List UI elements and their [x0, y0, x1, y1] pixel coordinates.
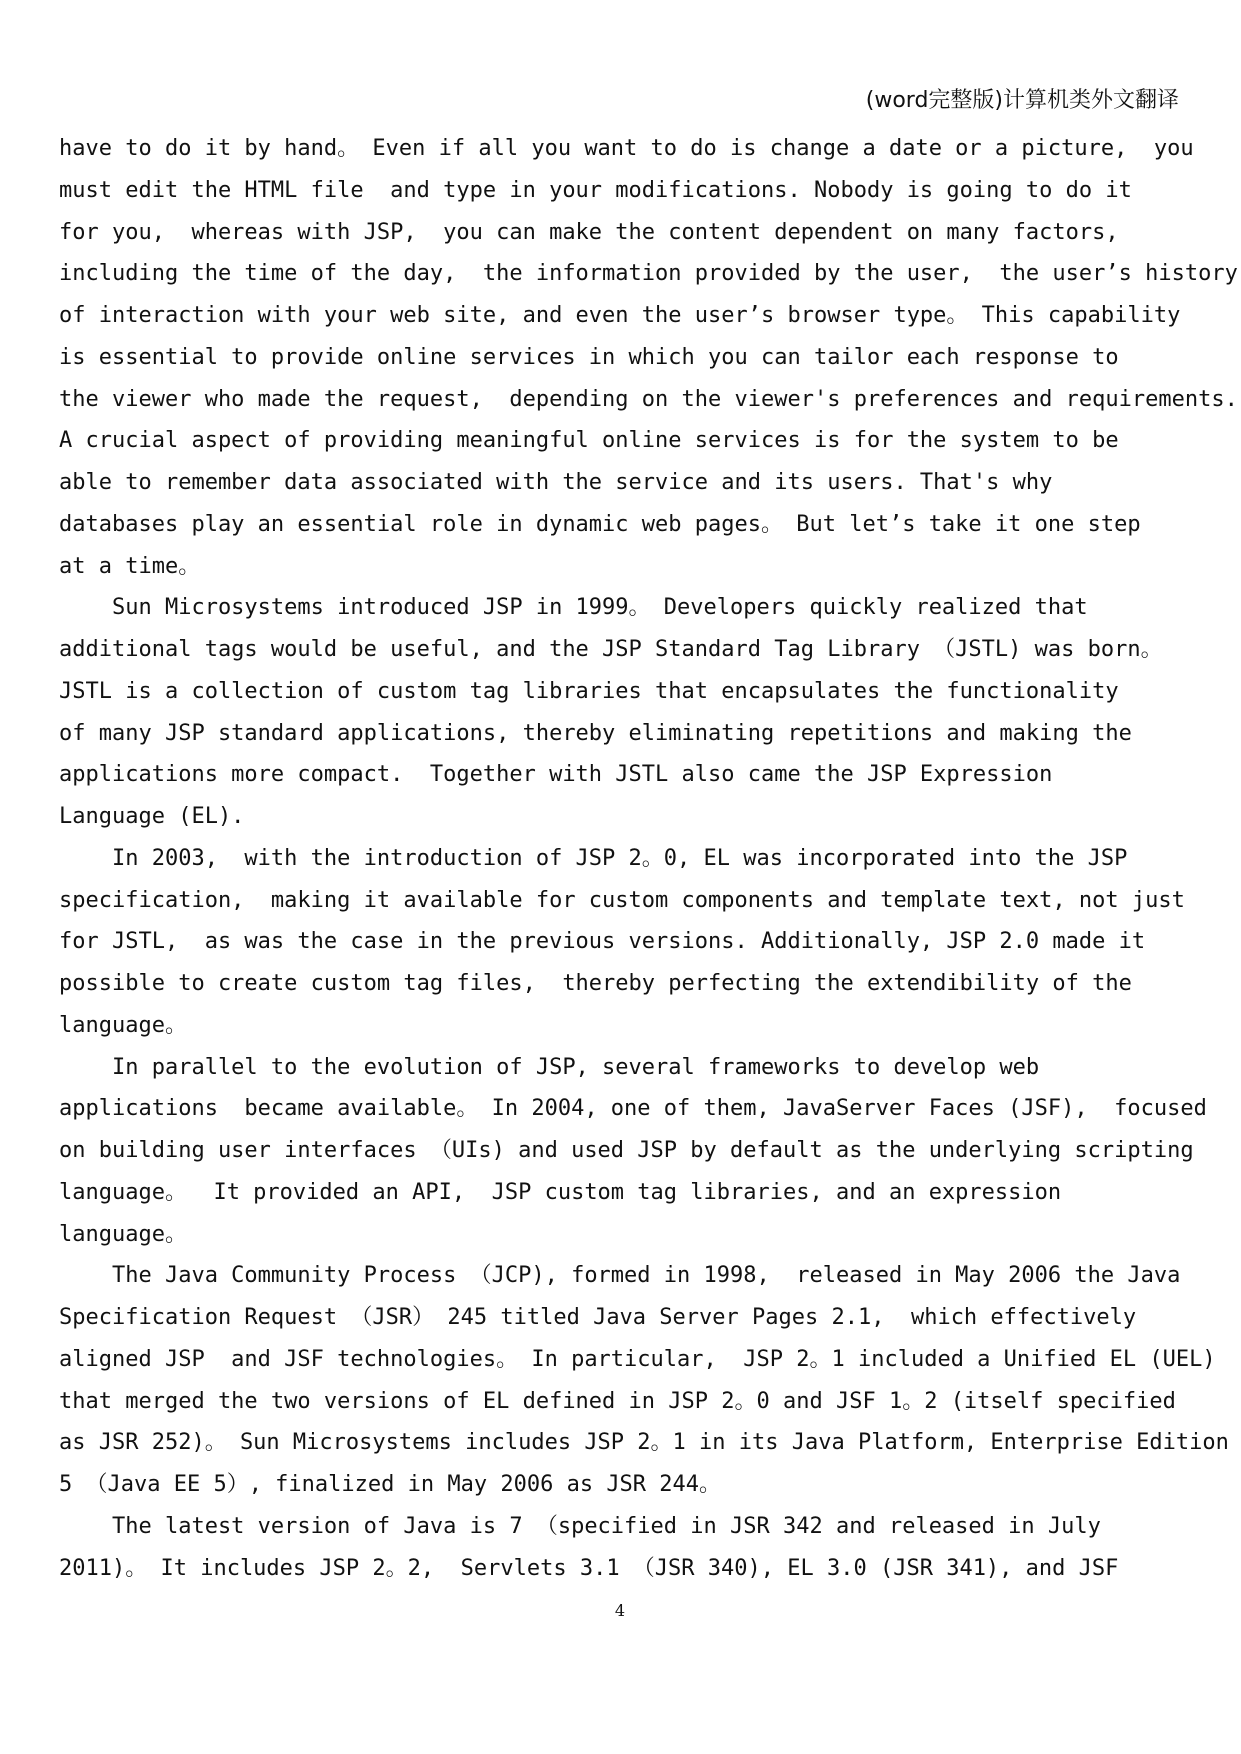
body-line: In 2003, with the introduction of JSP 2。0, EL was incorporated into the JSP — [59, 845, 1128, 871]
body-line: possible to create custom tag files, thereby perfecting the extendibility of the — [59, 971, 1132, 996]
body-line: able to remember data associated with the service and its users. That's why — [59, 470, 1053, 495]
body-line: language。 — [59, 1012, 187, 1038]
body-line: for JSTL, as was the case in the previous versions. Additionally, JSP 2.0 made it — [59, 929, 1146, 955]
body-line: on building user interfaces （UIs) and used JSP by default as the underlying scripting — [59, 1138, 1194, 1163]
body-line: applications became available。 In 2004, one of them, JavaServer Faces (JSF), focused — [59, 1096, 1207, 1122]
body-line: Language (EL). — [59, 804, 245, 829]
body-line: A crucial aspect of providing meaningful online services is for the system to be — [59, 428, 1119, 454]
body-line: JSTL is a collection of custom tag libraries that encapsulates the functionality — [59, 678, 1119, 704]
body-line: is essential to provide online services in which you can tailor each response to — [59, 344, 1119, 370]
body-line: applications more compact. Together with JSTL also came the JSP Expression — [59, 762, 1053, 788]
page-number: 4 — [614, 1601, 626, 1620]
document-body — [59, 128, 1241, 1589]
body-line: Sun Microsystems introduced JSP in 1999。 Developers quickly realized that — [59, 595, 1088, 621]
body-line: databases play an essential role in dynamic web pages。 But let’s take it one step — [59, 511, 1141, 537]
document-header-title: (word完整版)计算机类外文翻译 — [865, 88, 1179, 113]
body-line: must edit the HTML file and type in your modifications. Nobody is going to do it — [59, 177, 1132, 203]
body-line: at a time。 — [59, 553, 201, 579]
body-line: additional tags would be useful, and the JSP Standard Tag Library （JSTL) was born。 — [59, 637, 1163, 662]
body-line: The latest version of Java is 7 （specified in JSR 342 and released in July — [59, 1513, 1101, 1539]
body-line: have to do it by hand。 Even if all you want to do is change a date or a picture, you — [59, 136, 1194, 161]
body-line: Specification Request （JSR） 245 titled Java Server Pages 2.1, which effectively — [59, 1305, 1137, 1330]
body-line: as JSR 252)。 Sun Microsystems includes JSP 2。1 in its Java Platform, Enterprise Edition — [59, 1430, 1229, 1456]
body-line: language。 — [59, 1221, 187, 1247]
body-line: The Java Community Process （JCP), formed in 1998, released in May 2006 the Java — [59, 1263, 1181, 1289]
body-line: for you, whereas with JSP, you can make the content dependent on many factors, — [59, 219, 1119, 245]
body-line: including the time of the day, the information provided by the user, the user’s history — [59, 261, 1238, 287]
body-line: specification, making it available for custom components and template text, not just — [59, 887, 1185, 913]
body-line: the viewer who made the request, depending on the viewer's preferences and requirements. — [59, 386, 1238, 412]
body-line: of interaction with your web site, and even the user’s browser type。 This capability — [59, 303, 1181, 328]
body-line: that merged the two versions of EL defined in JSP 2。0 and JSF 1。2 (itself specified — [59, 1388, 1176, 1414]
body-line: 5 （Java EE 5）, finalized in May 2006 as JSR 244。 — [59, 1472, 722, 1497]
body-line: 2011)。 It includes JSP 2。2, Servlets 3.1 （JSR 340), EL 3.0 (JSR 341), and JSF — [59, 1555, 1119, 1581]
body-line: language。 It provided an API, JSP custom tag libraries, and an expression — [59, 1179, 1062, 1205]
body-line: of many JSP standard applications, thereby eliminating repetitions and making the — [59, 720, 1132, 746]
body-line: In parallel to the evolution of JSP, several frameworks to develop web — [59, 1054, 1040, 1080]
body-line: aligned JSP and JSF technologies。 In particular, JSP 2。1 included a Unified EL (UEL) — [59, 1346, 1216, 1372]
